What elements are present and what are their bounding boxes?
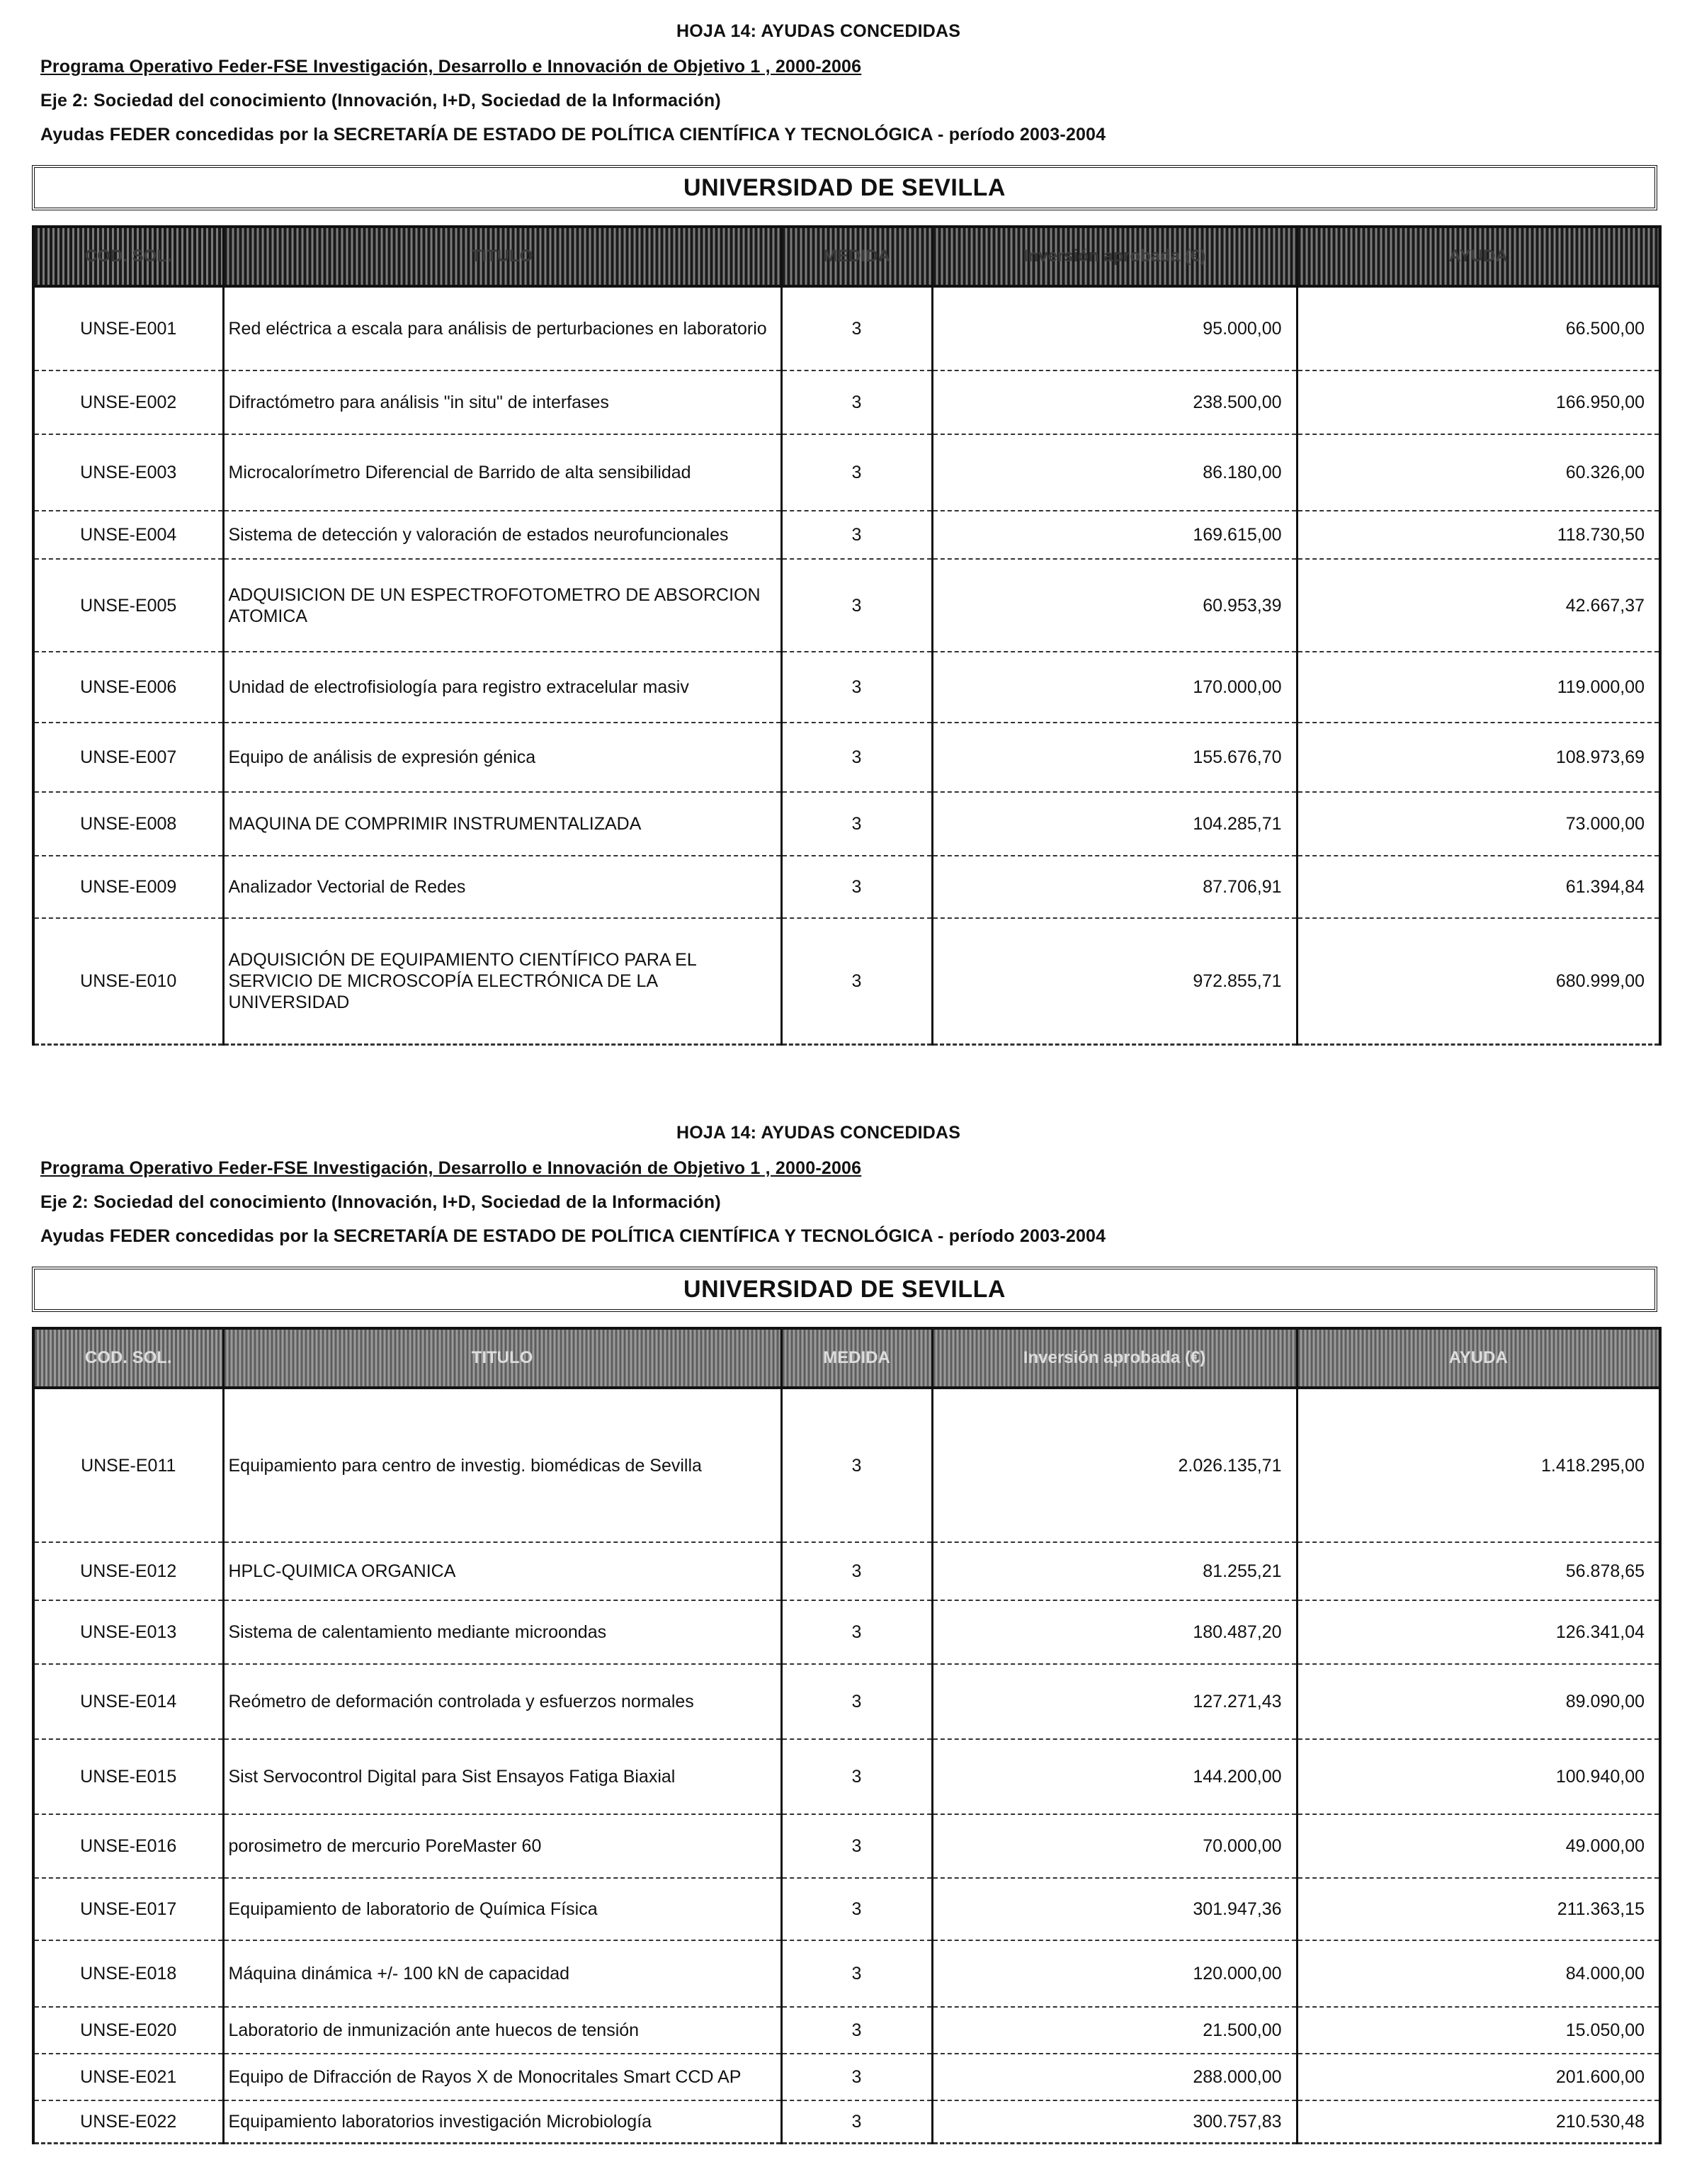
table-row bbox=[33, 286, 1660, 370]
grants-heading: Ayudas FEDER concedidas por la SECRETARÍA DE ESTADO DE POLÍTICA CIENTÍFICA Y TECNOLÓGICA - período 2003-2004 bbox=[40, 125, 1106, 145]
cell-titulo: porosimetro de mercurio PoreMaster 60 bbox=[223, 1814, 781, 1878]
grants-table bbox=[32, 1327, 1662, 2144]
cell-cod: UNSE-E011 bbox=[33, 1388, 223, 1542]
cell-ayuda: 211.363,15 bbox=[1297, 1878, 1660, 1940]
cell-cod: UNSE-E020 bbox=[33, 2007, 223, 2054]
cell-medida: 3 bbox=[781, 723, 932, 792]
table-row bbox=[33, 856, 1660, 918]
cell-medida: 3 bbox=[781, 1940, 932, 2007]
table-row bbox=[33, 1388, 1660, 1542]
cell-cod: UNSE-E014 bbox=[33, 1664, 223, 1739]
column-header-inversion: Inversión aprobada (€) bbox=[932, 227, 1297, 286]
cell-inversion: 81.255,21 bbox=[932, 1542, 1297, 1600]
cell-inversion: 70.000,00 bbox=[932, 1814, 1297, 1878]
cell-inversion: 21.500,00 bbox=[932, 2007, 1297, 2054]
cell-cod: UNSE-E010 bbox=[33, 918, 223, 1044]
cell-inversion: 144.200,00 bbox=[932, 1739, 1297, 1814]
cell-ayuda: 61.394,84 bbox=[1297, 856, 1660, 918]
program-heading: Programa Operativo Feder-FSE Investigación, Desarrollo e Innovación de Objetivo 1 , 2000-2006 bbox=[40, 1158, 862, 1178]
cell-titulo: MAQUINA DE COMPRIMIR INSTRUMENTALIZADA bbox=[223, 792, 781, 856]
table-row bbox=[33, 1600, 1660, 1664]
grants-table bbox=[32, 225, 1662, 1046]
table-row bbox=[33, 2054, 1660, 2100]
cell-medida: 3 bbox=[781, 511, 932, 559]
cell-medida: 3 bbox=[781, 918, 932, 1044]
cell-medida: 3 bbox=[781, 559, 932, 652]
sheet-title: HOJA 14: AYUDAS CONCEDIDAS bbox=[676, 21, 961, 41]
table-row bbox=[33, 652, 1660, 723]
cell-titulo: Unidad de electrofisiología para registro extracelular masiv bbox=[223, 652, 781, 723]
cell-cod: UNSE-E007 bbox=[33, 723, 223, 792]
cell-medida: 3 bbox=[781, 792, 932, 856]
cell-titulo: Equipamiento laboratorios investigación Microbiología bbox=[223, 2100, 781, 2143]
grants-heading: Ayudas FEDER concedidas por la SECRETARÍA DE ESTADO DE POLÍTICA CIENTÍFICA Y TECNOLÓGICA - período 2003-2004 bbox=[40, 1226, 1106, 1246]
column-header-ayuda: AYUDA bbox=[1297, 1328, 1660, 1388]
cell-ayuda: 15.050,00 bbox=[1297, 2007, 1660, 2054]
cell-medida: 3 bbox=[781, 2100, 932, 2143]
table-row bbox=[33, 1664, 1660, 1739]
cell-medida: 3 bbox=[781, 1664, 932, 1739]
column-header-titulo: TITULO bbox=[223, 1328, 781, 1388]
cell-ayuda: 1.418.295,00 bbox=[1297, 1388, 1660, 1542]
cell-ayuda: 108.973,69 bbox=[1297, 723, 1660, 792]
cell-cod: UNSE-E002 bbox=[33, 370, 223, 434]
cell-cod: UNSE-E008 bbox=[33, 792, 223, 856]
cell-medida: 3 bbox=[781, 1878, 932, 1940]
cell-titulo: Microcalorímetro Diferencial de Barrido de alta sensibilidad bbox=[223, 434, 781, 511]
cell-inversion: 300.757,83 bbox=[932, 2100, 1297, 2143]
cell-medida: 3 bbox=[781, 652, 932, 723]
table-header-row bbox=[33, 1328, 1660, 1388]
cell-medida: 3 bbox=[781, 856, 932, 918]
axis-heading: Eje 2: Sociedad del conocimiento (Innovación, I+D, Sociedad de la Información) bbox=[40, 1192, 721, 1212]
cell-ayuda: 119.000,00 bbox=[1297, 652, 1660, 723]
cell-ayuda: 66.500,00 bbox=[1297, 286, 1660, 370]
cell-inversion: 95.000,00 bbox=[932, 286, 1297, 370]
table-row bbox=[33, 918, 1660, 1044]
cell-titulo: ADQUISICION DE UN ESPECTROFOTOMETRO DE ABSORCION ATOMICA bbox=[223, 559, 781, 652]
cell-inversion: 60.953,39 bbox=[932, 559, 1297, 652]
cell-inversion: 170.000,00 bbox=[932, 652, 1297, 723]
cell-inversion: 2.026.135,71 bbox=[932, 1388, 1297, 1542]
cell-cod: UNSE-E016 bbox=[33, 1814, 223, 1878]
cell-cod: UNSE-E022 bbox=[33, 2100, 223, 2143]
cell-cod: UNSE-E017 bbox=[33, 1878, 223, 1940]
column-header-titulo: TITULO bbox=[223, 227, 781, 286]
column-header-ayuda: AYUDA bbox=[1297, 227, 1660, 286]
cell-titulo: Equipamiento de laboratorio de Química Física bbox=[223, 1878, 781, 1940]
cell-titulo: Analizador Vectorial de Redes bbox=[223, 856, 781, 918]
cell-cod: UNSE-E003 bbox=[33, 434, 223, 511]
cell-ayuda: 56.878,65 bbox=[1297, 1542, 1660, 1600]
cell-titulo: Máquina dinámica +/- 100 kN de capacidad bbox=[223, 1940, 781, 2007]
cell-medida: 3 bbox=[781, 1814, 932, 1878]
table-row bbox=[33, 1814, 1660, 1878]
cell-inversion: 972.855,71 bbox=[932, 918, 1297, 1044]
cell-cod: UNSE-E013 bbox=[33, 1600, 223, 1664]
cell-titulo: Sist Servocontrol Digital para Sist Ensayos Fatiga Biaxial bbox=[223, 1739, 781, 1814]
cell-titulo: Laboratorio de inmunización ante huecos de tensión bbox=[223, 2007, 781, 2054]
cell-ayuda: 680.999,00 bbox=[1297, 918, 1660, 1044]
table-row bbox=[33, 1878, 1660, 1940]
cell-titulo: HPLC-QUIMICA ORGANICA bbox=[223, 1542, 781, 1600]
cell-ayuda: 84.000,00 bbox=[1297, 1940, 1660, 2007]
table-row bbox=[33, 434, 1660, 511]
university-banner: UNIVERSIDAD DE SEVILLA bbox=[32, 1267, 1657, 1312]
table-row bbox=[33, 370, 1660, 434]
column-header-medida: MEDIDA bbox=[781, 1328, 932, 1388]
cell-medida: 3 bbox=[781, 1542, 932, 1600]
cell-inversion: 104.285,71 bbox=[932, 792, 1297, 856]
table-row bbox=[33, 2007, 1660, 2054]
cell-ayuda: 49.000,00 bbox=[1297, 1814, 1660, 1878]
cell-ayuda: 201.600,00 bbox=[1297, 2054, 1660, 2100]
cell-cod: UNSE-E001 bbox=[33, 286, 223, 370]
table-row bbox=[33, 1940, 1660, 2007]
cell-inversion: 301.947,36 bbox=[932, 1878, 1297, 1940]
cell-inversion: 127.271,43 bbox=[932, 1664, 1297, 1739]
university-banner: UNIVERSIDAD DE SEVILLA bbox=[32, 165, 1657, 210]
cell-medida: 3 bbox=[781, 1739, 932, 1814]
table-row bbox=[33, 1739, 1660, 1814]
cell-cod: UNSE-E012 bbox=[33, 1542, 223, 1600]
cell-medida: 3 bbox=[781, 434, 932, 511]
table-header-row bbox=[33, 227, 1660, 286]
cell-cod: UNSE-E021 bbox=[33, 2054, 223, 2100]
cell-medida: 3 bbox=[781, 1388, 932, 1542]
column-header-inversion: Inversión aprobada (€) bbox=[932, 1328, 1297, 1388]
cell-medida: 3 bbox=[781, 370, 932, 434]
cell-titulo: Equipamiento para centro de investig. biomédicas de Sevilla bbox=[223, 1388, 781, 1542]
column-header-cod: COD. SOL. bbox=[33, 227, 223, 286]
cell-cod: UNSE-E018 bbox=[33, 1940, 223, 2007]
cell-inversion: 155.676,70 bbox=[932, 723, 1297, 792]
cell-inversion: 288.000,00 bbox=[932, 2054, 1297, 2100]
cell-titulo: Equipo de Difracción de Rayos X de Monocritales Smart CCD AP bbox=[223, 2054, 781, 2100]
sheet-title: HOJA 14: AYUDAS CONCEDIDAS bbox=[676, 1123, 961, 1143]
column-header-cod: COD. SOL. bbox=[33, 1328, 223, 1388]
cell-ayuda: 73.000,00 bbox=[1297, 792, 1660, 856]
cell-cod: UNSE-E004 bbox=[33, 511, 223, 559]
table-row bbox=[33, 2100, 1660, 2143]
program-heading: Programa Operativo Feder-FSE Investigación, Desarrollo e Innovación de Objetivo 1 , 2000-2006 bbox=[40, 57, 862, 77]
table-row bbox=[33, 723, 1660, 792]
cell-inversion: 87.706,91 bbox=[932, 856, 1297, 918]
cell-titulo: Equipo de análisis de expresión génica bbox=[223, 723, 781, 792]
cell-inversion: 169.615,00 bbox=[932, 511, 1297, 559]
cell-ayuda: 42.667,37 bbox=[1297, 559, 1660, 652]
table-row bbox=[33, 511, 1660, 559]
cell-medida: 3 bbox=[781, 286, 932, 370]
cell-ayuda: 166.950,00 bbox=[1297, 370, 1660, 434]
axis-heading: Eje 2: Sociedad del conocimiento (Innovación, I+D, Sociedad de la Información) bbox=[40, 91, 721, 111]
cell-inversion: 238.500,00 bbox=[932, 370, 1297, 434]
cell-ayuda: 89.090,00 bbox=[1297, 1664, 1660, 1739]
cell-cod: UNSE-E005 bbox=[33, 559, 223, 652]
cell-titulo: ADQUISICIÓN DE EQUIPAMIENTO CIENTÍFICO PARA EL SERVICIO DE MICROSCOPÍA ELECTRÓNICA DE LA UNIVERSIDAD bbox=[223, 918, 781, 1044]
cell-cod: UNSE-E006 bbox=[33, 652, 223, 723]
cell-ayuda: 100.940,00 bbox=[1297, 1739, 1660, 1814]
cell-ayuda: 118.730,50 bbox=[1297, 511, 1660, 559]
cell-titulo: Difractómetro para análisis "in situ" de interfases bbox=[223, 370, 781, 434]
cell-titulo: Reómetro de deformación controlada y esfuerzos normales bbox=[223, 1664, 781, 1739]
cell-titulo: Red eléctrica a escala para análisis de perturbaciones en laboratorio bbox=[223, 286, 781, 370]
cell-titulo: Sistema de calentamiento mediante microondas bbox=[223, 1600, 781, 1664]
cell-ayuda: 126.341,04 bbox=[1297, 1600, 1660, 1664]
cell-cod: UNSE-E009 bbox=[33, 856, 223, 918]
cell-inversion: 180.487,20 bbox=[932, 1600, 1297, 1664]
table-row bbox=[33, 559, 1660, 652]
cell-inversion: 120.000,00 bbox=[932, 1940, 1297, 2007]
cell-medida: 3 bbox=[781, 2054, 932, 2100]
cell-cod: UNSE-E015 bbox=[33, 1739, 223, 1814]
cell-ayuda: 210.530,48 bbox=[1297, 2100, 1660, 2143]
cell-titulo: Sistema de detección y valoración de estados neurofuncionales bbox=[223, 511, 781, 559]
cell-inversion: 86.180,00 bbox=[932, 434, 1297, 511]
column-header-medida: MEDIDA bbox=[781, 227, 932, 286]
table-row bbox=[33, 792, 1660, 856]
cell-ayuda: 60.326,00 bbox=[1297, 434, 1660, 511]
cell-medida: 3 bbox=[781, 1600, 932, 1664]
table-row bbox=[33, 1542, 1660, 1600]
cell-medida: 3 bbox=[781, 2007, 932, 2054]
